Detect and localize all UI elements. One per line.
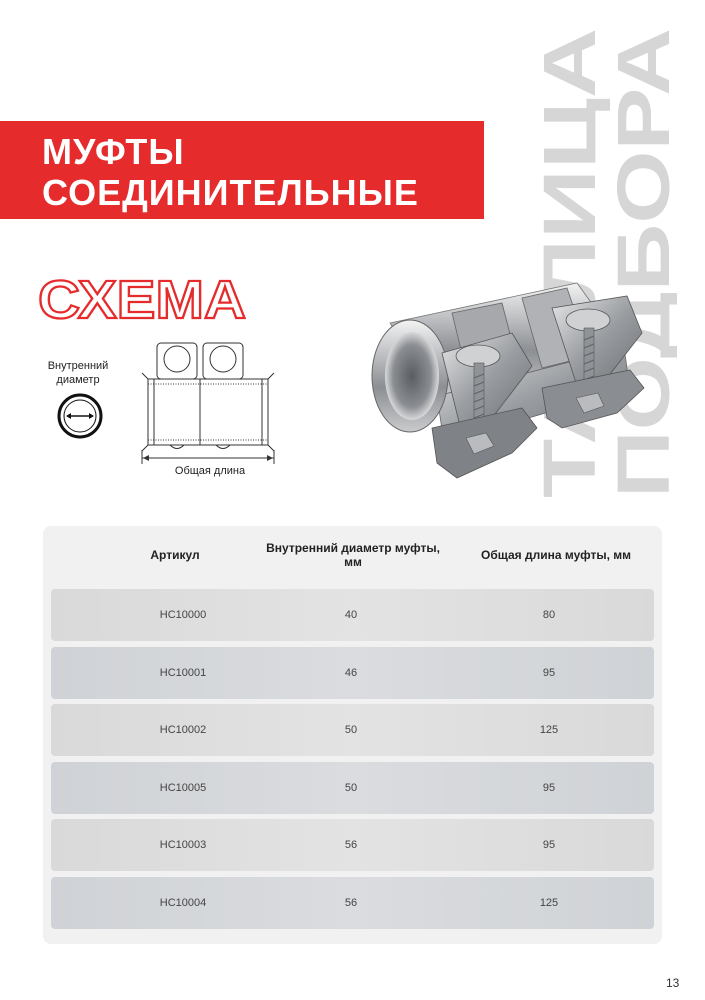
diameter-icon xyxy=(57,393,103,439)
page-title-line1: МУФТЫ xyxy=(42,131,185,172)
cell-article: HC10002 xyxy=(159,724,207,736)
cell-diameter: 50 xyxy=(344,724,358,736)
coupling-drawing xyxy=(140,340,280,465)
cell-diameter: 56 xyxy=(344,839,358,851)
inner-diameter-label-line2: диаметр xyxy=(56,374,100,386)
page-number: 13 xyxy=(666,976,680,990)
vertical-title-line2: ПОДБОРА xyxy=(602,128,677,498)
inner-diameter-label-line1: Внутренний xyxy=(47,360,109,372)
header-total-length: Общая длина муфты, мм xyxy=(480,548,632,562)
title-band xyxy=(0,121,484,219)
cell-diameter: 40 xyxy=(344,609,358,621)
cell-length: 95 xyxy=(542,666,556,679)
scheme-title xyxy=(38,268,258,330)
cell-length: 95 xyxy=(542,839,556,851)
total-length-label: Общая длина xyxy=(174,465,246,477)
header-inner-diameter xyxy=(253,526,453,584)
coupling-product-image xyxy=(362,278,662,493)
table-row xyxy=(51,819,654,871)
cell-diameter: 46 xyxy=(344,666,358,679)
table-body xyxy=(51,589,654,934)
inner-diameter-label xyxy=(38,359,118,387)
scheme-title-text: СХЕМА xyxy=(38,270,246,330)
table-header xyxy=(43,526,662,584)
page-title-line2: СОЕДИНИТЕЛЬНЫЕ xyxy=(42,172,419,213)
table-row xyxy=(51,647,654,699)
cell-article: HC10004 xyxy=(159,896,207,909)
table-row xyxy=(51,762,654,814)
cell-article: HC10001 xyxy=(159,666,207,679)
header-article: Артикул xyxy=(150,548,200,562)
cell-diameter: 50 xyxy=(344,781,358,794)
cell-length: 125 xyxy=(539,896,559,909)
table-row xyxy=(51,877,654,929)
cell-article: HC10003 xyxy=(159,839,207,851)
cell-length: 80 xyxy=(542,609,556,621)
header-inner-diameter-line2: мм xyxy=(344,555,362,569)
cell-length: 95 xyxy=(542,781,556,794)
cell-article: HC10000 xyxy=(159,609,207,621)
cell-diameter: 56 xyxy=(344,896,358,909)
cell-length: 125 xyxy=(539,724,559,736)
selection-table xyxy=(43,526,662,944)
table-row xyxy=(51,704,654,756)
header-inner-diameter-line1: Внутренний диаметр муфты, xyxy=(266,541,440,555)
cell-article: HC10005 xyxy=(159,781,207,794)
table-row xyxy=(51,589,654,641)
